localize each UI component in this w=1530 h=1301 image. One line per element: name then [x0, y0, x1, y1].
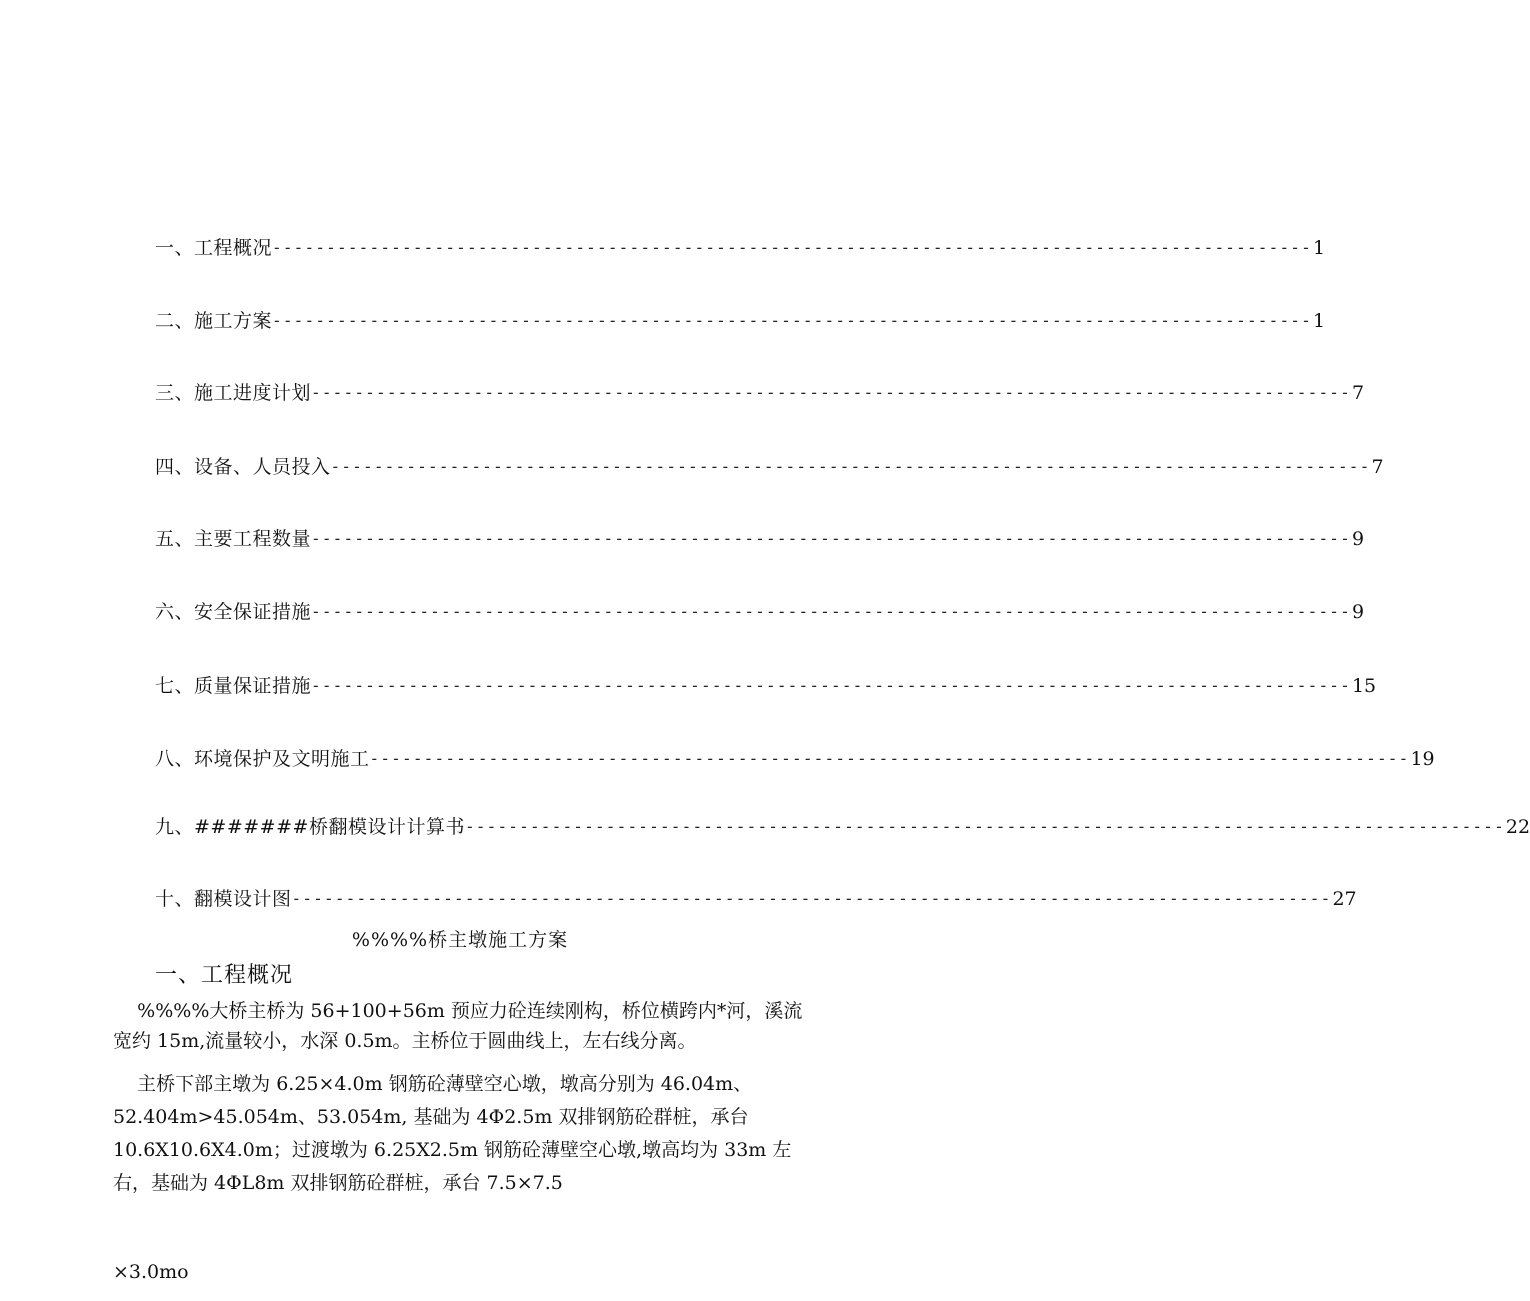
toc-leader: ------------------------------------------------------------------------------------------------ — [311, 676, 1351, 695]
toc-entry-label: 六、安全保证措施 — [155, 601, 312, 623]
toc-leader: ------------------------------------------------------------------------------------------------ — [291, 889, 1332, 908]
toc-page-number: 7 — [1351, 382, 1365, 404]
paragraph-line: 宽约 15m,流量较小，水深 0.5m。主桥位于圆曲线上，左右线分离。 — [113, 1030, 697, 1052]
toc-leader: ------------------------------------------------------------------------------------------------ — [272, 238, 1312, 257]
toc-leader: ------------------------------------------------------------------------------------------------ — [464, 817, 1505, 836]
paragraph-line: 主桥下部主墩为 6.25×4.0m 钢筋砼薄壁空心墩，墩高分别为 46.04m、 — [113, 1073, 753, 1095]
paragraph-line: 右，基础为 4ΦL8m 双排钢筋砼群桩，承台 7.5×7.5 — [113, 1172, 563, 1194]
toc-entry[interactable] — [155, 378, 1365, 408]
toc-entry[interactable] — [155, 884, 1357, 914]
toc-page-number: 9 — [1351, 601, 1365, 623]
toc-page-number: 19 — [1410, 748, 1435, 770]
toc-entry-label: 五、主要工程数量 — [155, 528, 312, 550]
toc-entry[interactable] — [155, 671, 1377, 701]
toc-entry[interactable] — [155, 524, 1365, 554]
toc-entry[interactable] — [155, 812, 1530, 842]
toc-page-number: 7 — [1371, 456, 1384, 478]
toc-leader: ------------------------------------------------------------------------------------------------ — [311, 383, 1351, 402]
toc-entry[interactable] — [155, 452, 1384, 482]
toc-entry[interactable] — [155, 597, 1365, 627]
toc-entry-label: 九、#######桥翻模设计计算书 — [155, 816, 465, 838]
toc-page-number: 1 — [1312, 237, 1326, 259]
toc-entry[interactable] — [155, 306, 1326, 336]
toc-entry-label: 八、环境保护及文明施工 — [155, 748, 370, 770]
toc-leader: ------------------------------------------------------------------------------------------------ — [369, 749, 1410, 768]
toc-page-number: 22 — [1505, 816, 1530, 838]
toc-entry[interactable] — [155, 744, 1435, 774]
document-title: %%%%桥主墩施工方案 — [351, 929, 569, 951]
toc-leader: ------------------------------------------------------------------------------------------------ — [272, 311, 1312, 330]
toc-page-number: 15 — [1351, 675, 1377, 697]
paragraph-overview — [113, 996, 843, 1056]
toc-entry[interactable] — [155, 233, 1326, 263]
toc-entry-label: 一、工程概况 — [155, 237, 273, 259]
toc-entry-label: 七、质量保证措施 — [155, 675, 312, 697]
toc-leader: ------------------------------------------------------------------------------------------------ — [311, 602, 1351, 621]
paragraph-substructure — [113, 1069, 843, 1198]
paragraph-line: 10.6X10.6X4.0m；过渡墩为 6.25X2.5m 钢筋砼薄壁空心墩,墩高均为 33m 左 — [113, 1139, 792, 1161]
toc-entry-label: 三、施工进度计划 — [155, 382, 312, 404]
toc-entry-label: 四、设备、人员投入 — [155, 456, 331, 478]
toc-page-number: 9 — [1351, 528, 1365, 550]
paragraph-tail: ×3.0mo — [113, 1261, 189, 1283]
toc-page-number: 27 — [1332, 888, 1357, 910]
paragraph-line: %%%%大桥主桥为 56+100+56m 预应力砼连续刚构，桥位横跨内*河，溪流 — [113, 1000, 803, 1022]
toc-leader: ------------------------------------------------------------------------------------------------ — [311, 529, 1351, 548]
toc-leader: ------------------------------------------------------------------------------------------------ — [330, 457, 1371, 476]
toc-entry-label: 二、施工方案 — [155, 310, 273, 332]
paragraph-line: 52.404m>45.054m、53.054m, 基础为 4Φ2.5m 双排钢筋砼群桩，承台 — [113, 1106, 749, 1128]
section-heading: 一、工程概况 — [155, 963, 294, 988]
toc-entry-label: 十、翻模设计图 — [155, 888, 292, 910]
toc-page-number: 1 — [1312, 310, 1326, 332]
